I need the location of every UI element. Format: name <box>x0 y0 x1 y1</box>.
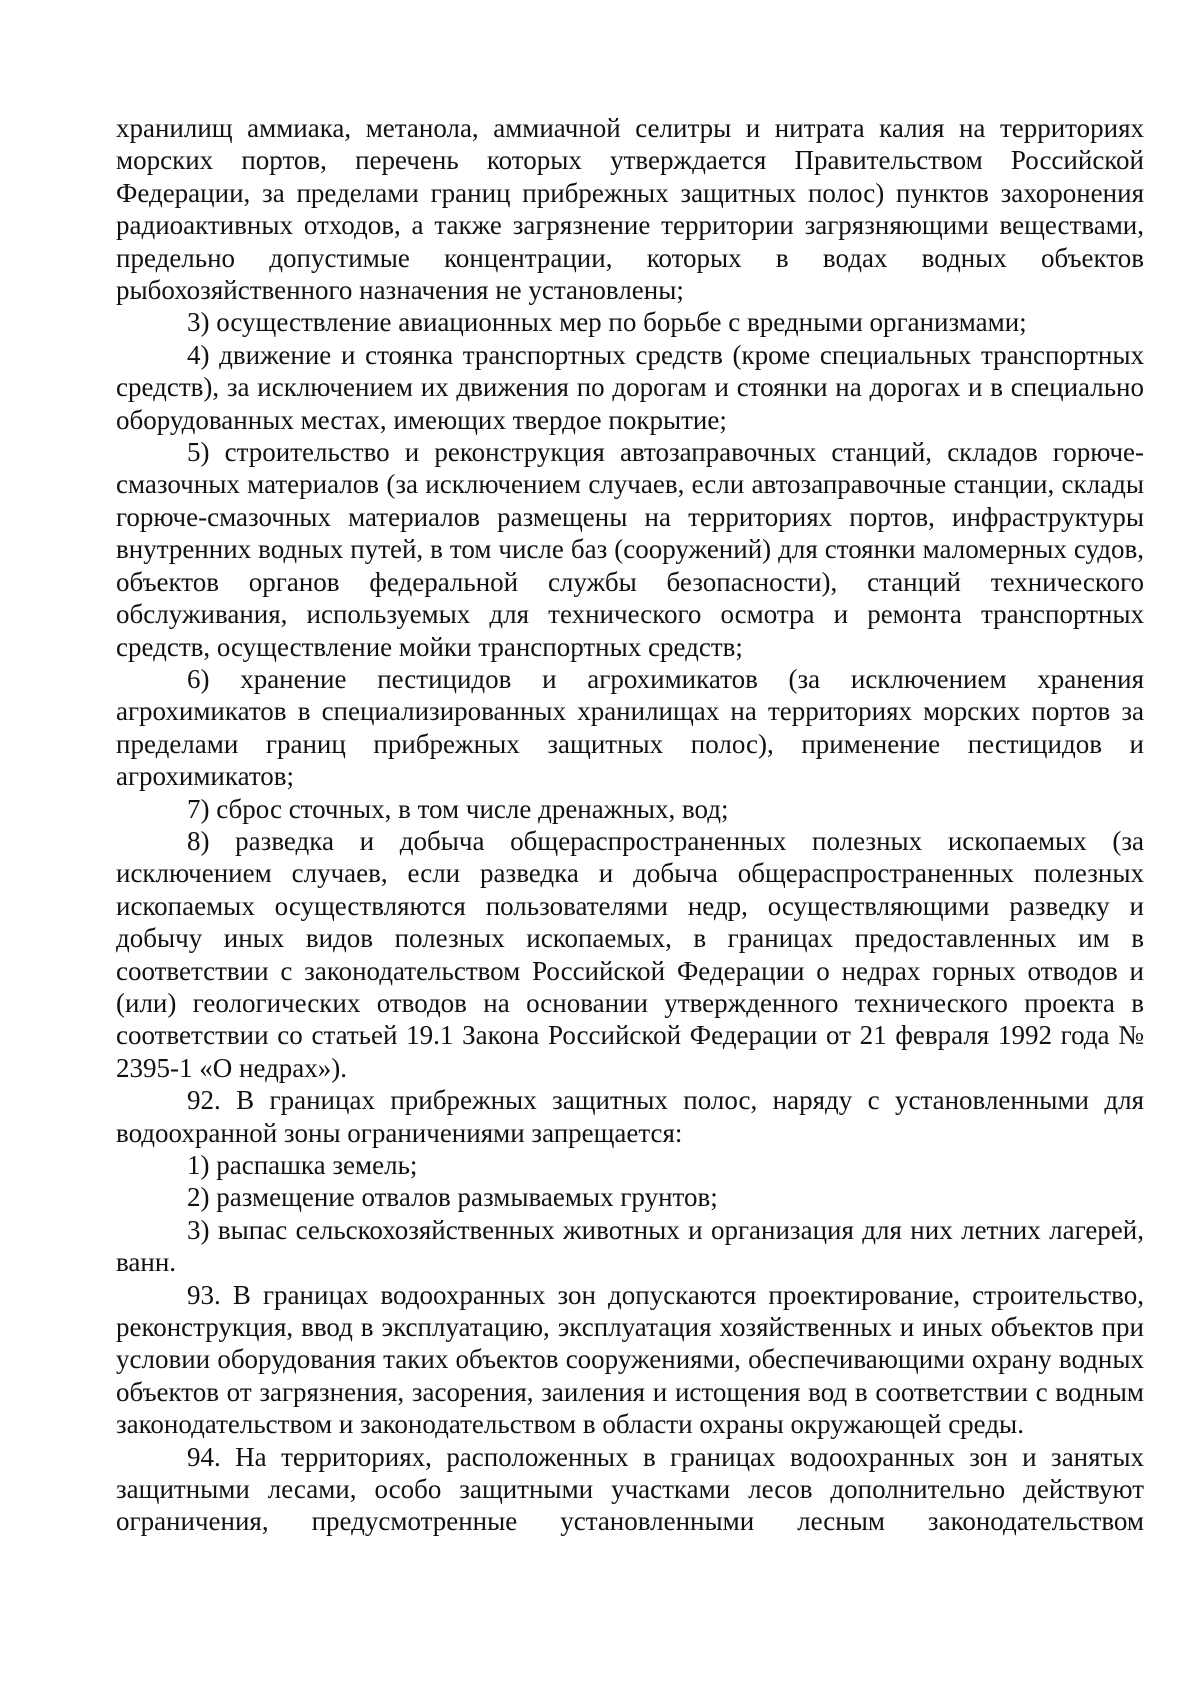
paragraph-section-92: 92. В границах прибрежных защитных полос, наряду с установленными для водоохранной зоны ограничениями запрещается: <box>116 1085 1144 1148</box>
paragraph-item-4-vehicles: 4) движение и стоянка транспортных средств (кроме специальных транспортных средств), за исключением их движения по дорогам и стоянки на дорогах и в специально оборудованных местах, имеющих твердое покрытие; <box>116 339 1144 435</box>
paragraph-92-item-1: 1) распашка земель; <box>187 1150 418 1180</box>
paragraph-92-item-2: 2) размещение отвалов размываемых грунтов; <box>187 1182 718 1213</box>
paragraph-section-94: 94. На территориях, расположенных в границах водоохранных зон и занятых защитными лесами, особо защитными участками лесов дополнительно действуют ограничения, предусмотренные установленными лесным законодательством <box>116 1441 1144 1537</box>
paragraph-storage-continuation: хранилищ аммиака, метанола, аммиачной селитры и нитрата калия на территориях морских портов, перечень которых утверждается Правительством Российской Федерации, за пределами границ прибрежных защитных полос) пунктов захоронения радиоактивных отходов, а также загрязнение территории загрязняющими веществами, предельно допустимые концентрации, которых в водах водных объектов рыбохозяйственного назначения не установлены; <box>116 113 1144 306</box>
paragraph-item-8-mining: 8) разведка и добыча общераспространенных полезных ископаемых (за исключением случаев, если разведка и добыча общераспространенных полезных ископаемых осуществляются пользователями недр, осуществляющими разведку и добычу иных видов полезных ископаемых, в границах предоставленных им в соответствии с законодательством Российской Федерации о недрах горных отводов и (или) геологических отводов на основании утвержденного технического проекта в соответствии со статьей 19.1 Закона Российской Федерации от 21 февраля 1992 года № 2395-1 «О недрах»). <box>116 825 1144 1083</box>
document-page <box>116 112 1144 1538</box>
paragraph-item-6-pesticides: 6) хранение пестицидов и агрохимикатов (за исключением хранения агрохимикатов в специализированных хранилищах на территориях морских портов за пределами границ прибрежных защитных полос), применение пестицидов и агрохимикатов; <box>116 663 1144 792</box>
paragraph-92-item-3: 3) выпас сельскохозяйственных животных и организация для них летних лагерей, ванн. <box>116 1214 1144 1278</box>
paragraph-item-5-fuel-stations: 5) строительство и реконструкция автозаправочных станций, складов горюче-смазочных материалов (за исключением случаев, если автозаправочные станции, склады горюче-смазочных материалов размещены на территориях портов, инфраструктуры внутренних водных путей, в том числе баз (сооружений) для стоянки маломерных судов, объектов органов федеральной службы безопасности), станций технического обслуживания, используемых для технического осмотра и ремонта транспортных средств, осуществление мойки транспортных средств; <box>116 437 1144 662</box>
paragraph-item-3-aviation: 3) осуществление авиационных мер по борьбе с вредными организмами; <box>187 307 1027 338</box>
paragraph-section-93: 93. В границах водоохранных зон допускаются проектирование, строительство, реконструкция, ввод в эксплуатацию, эксплуатация хозяйственных и иных объектов при условии оборудования таких объектов сооружениями, обеспечивающими охрану водных объектов от загрязнения, засорения, заиления и истощения вод в соответствии с водным законодательством и законодательством в области охраны окружающей среды. <box>116 1279 1144 1440</box>
paragraph-item-7-wastewater: 7) сброс сточных, в том числе дренажных, вод; <box>187 793 729 824</box>
